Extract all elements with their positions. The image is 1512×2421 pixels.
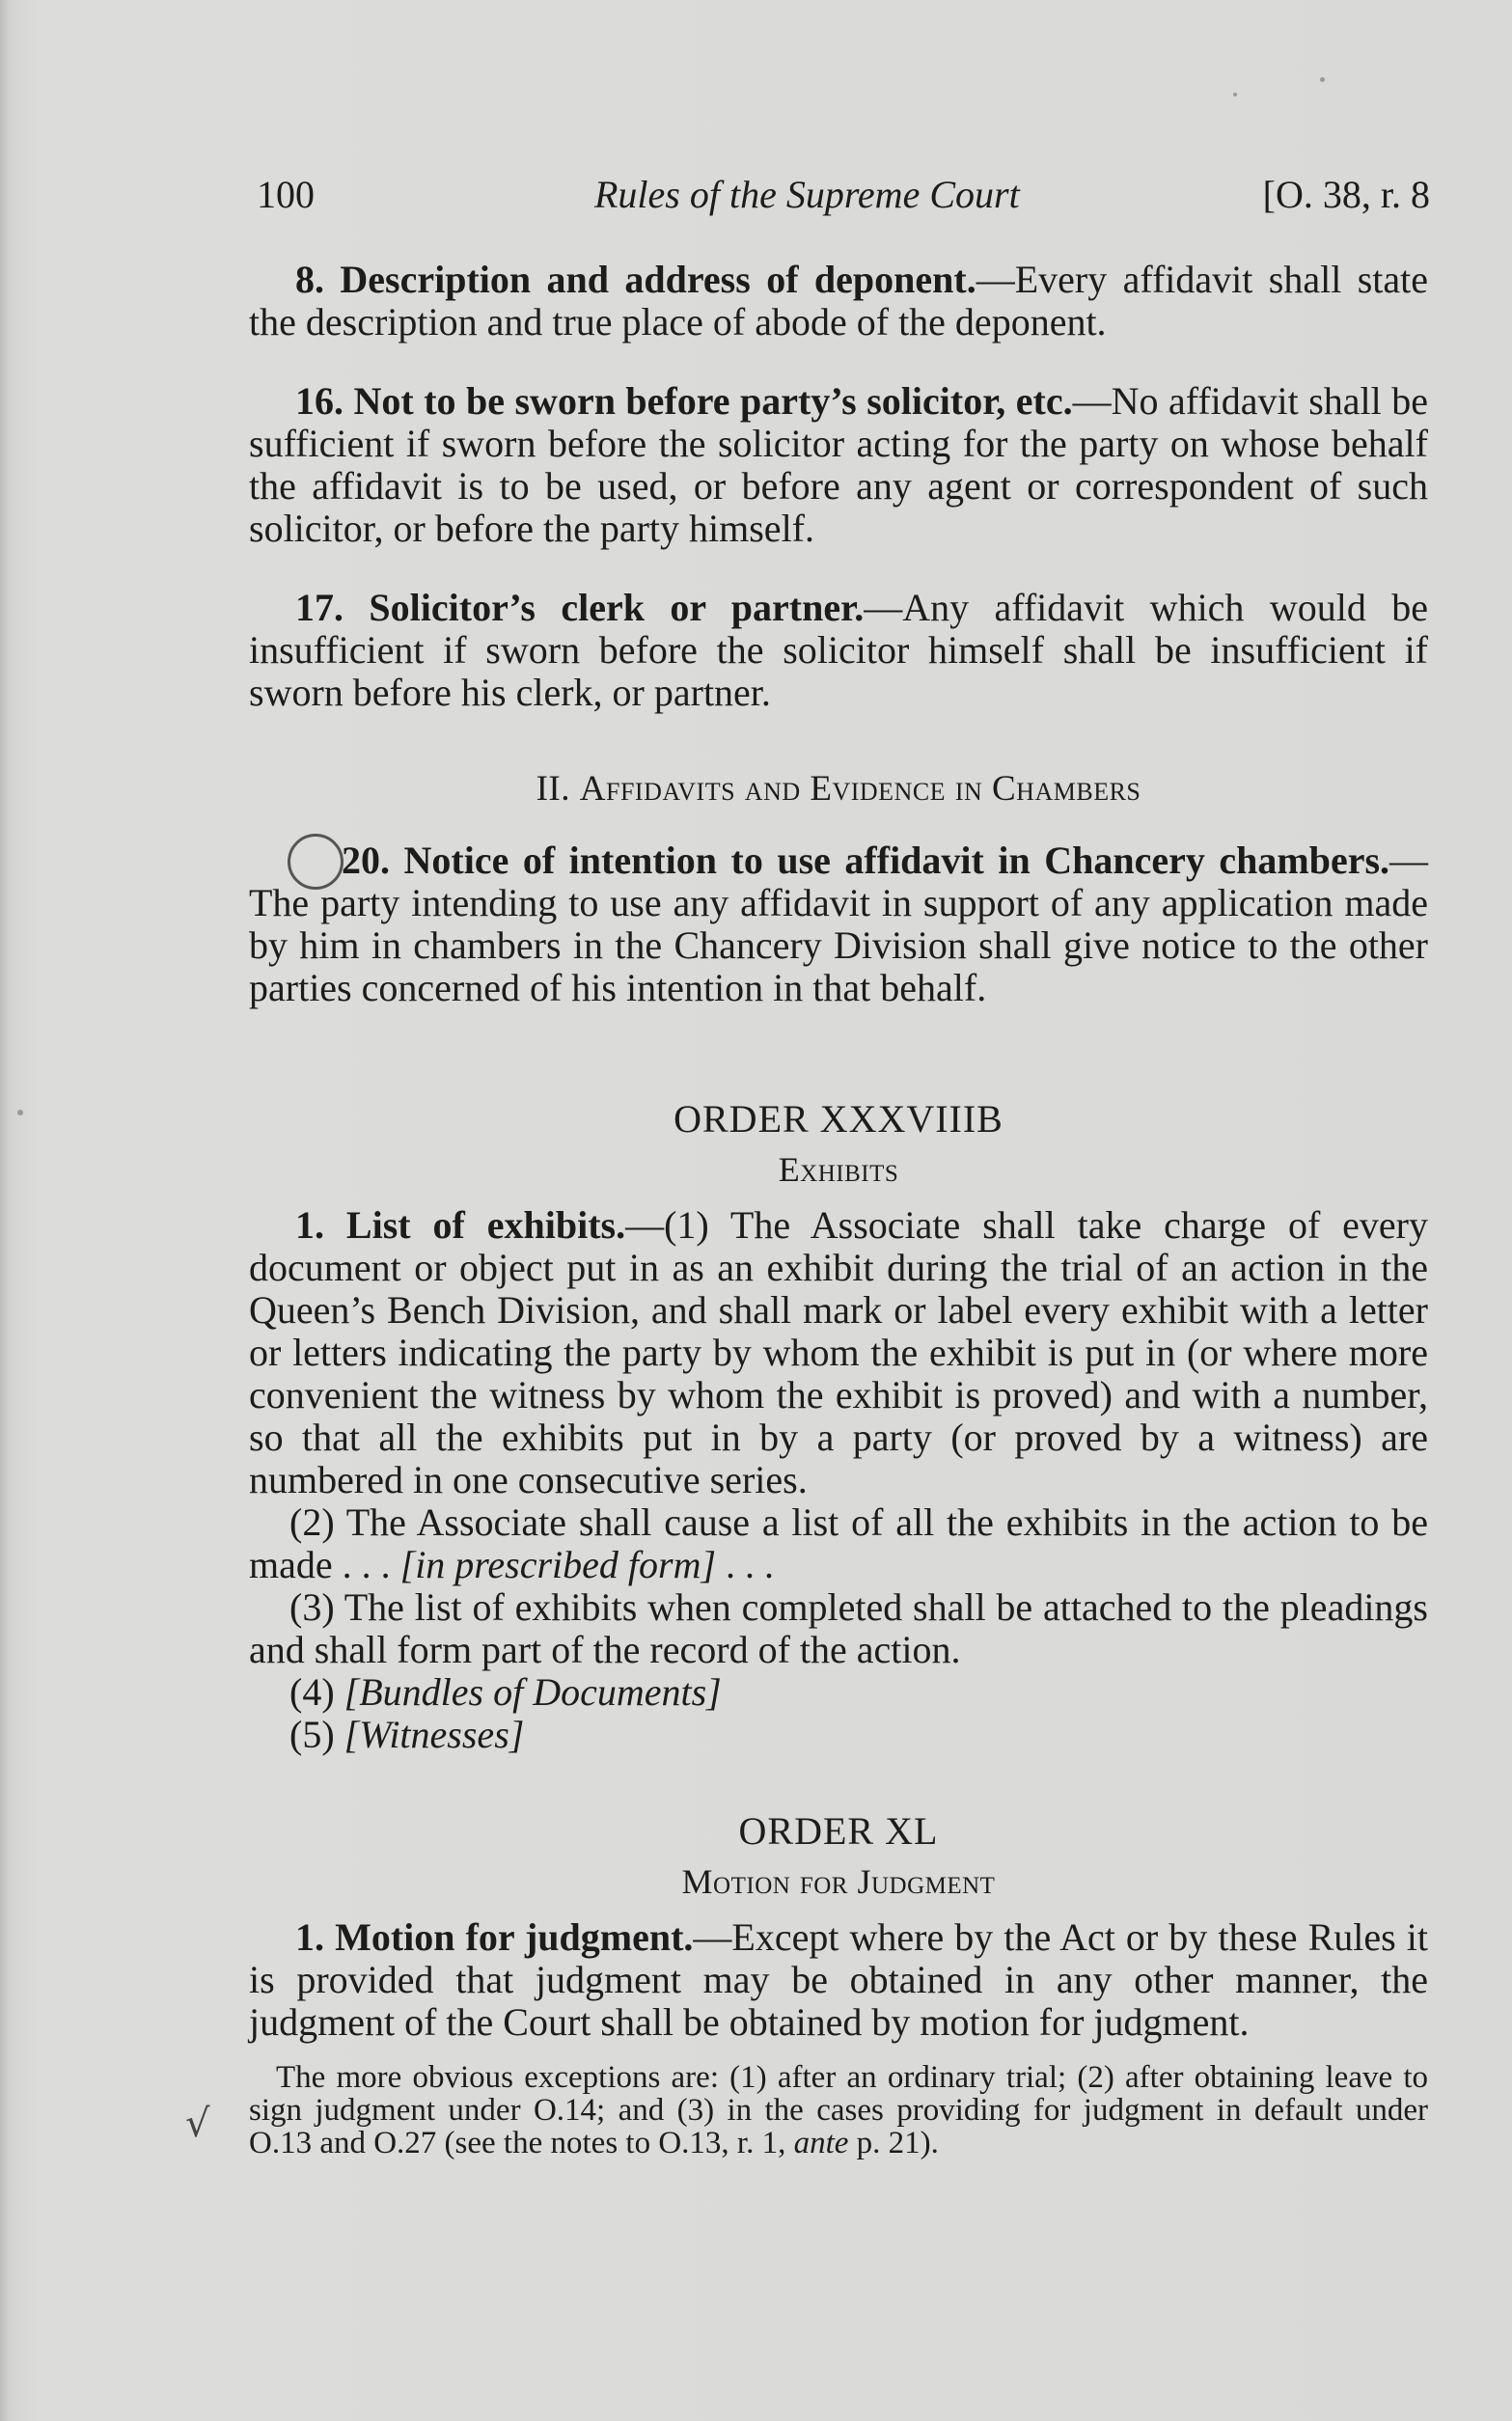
- order-title: ORDER XXXVIIIB: [674, 1097, 1003, 1141]
- section-heading: [249, 768, 1428, 811]
- editorial-note: The more obvious exceptions are: (1) after an ordinary trial; (2) after obtaining leave to sign judgment under O.14; and (3) in the cases providing for judgment in default under O.13 and O.27 (see the notes to O.13, r. 1, ante p. 21).: [249, 2060, 1428, 2160]
- subparagraph-3: (3) The list of exhibits when completed shall be attached to the pleadings and shall form part of the record of the action.: [249, 1585, 1428, 1671]
- circled-rule-number: 20: [295, 839, 380, 882]
- paper-speck: [17, 1110, 23, 1115]
- rule-number: 17.: [295, 586, 344, 629]
- paper-speck: [1233, 93, 1237, 96]
- rule-8: [249, 259, 1428, 344]
- rule-heading: Not to be sworn before party’s solicitor, etc.: [353, 379, 1073, 423]
- rule-20: 20. Notice of intention to use affidavit in Chancery chambers.—The party intending to use any affidavit in support of any application made by him in chambers in the Chancery Division shall give notice to the other parties concerned of his intention in that behalf.: [249, 839, 1429, 1009]
- subparagraph-5: (5) [Witnesses]: [289, 1713, 525, 1756]
- rule-heading: Notice of intention to use affidavit in Chancery chambers.: [403, 839, 1390, 882]
- rule-number: 1.: [295, 1203, 324, 1247]
- order-reference: [O. 38, r. 8: [1262, 173, 1430, 216]
- subparagraph-4: (4) [Bundles of Documents]: [289, 1670, 722, 1714]
- running-title: Rules of the Supreme Court: [594, 173, 1020, 216]
- motion-rule-1: [249, 1916, 1428, 2044]
- rule-17: [249, 587, 1428, 714]
- rule-text: —Any affidavit which would be insufficient if sworn before the solicitor himself shall be insufficient if sworn before his clerk, or partner.: [249, 586, 1428, 714]
- rule-text: —Every affidavit shall state the description and true place of abode of the deponent.: [249, 258, 1428, 344]
- order-title: ORDER XL: [738, 1809, 939, 1853]
- rule-heading: Solicitor’s clerk or partner.: [369, 586, 865, 629]
- order-subtitle: Exhibits: [778, 1150, 899, 1189]
- rule-text: —(1) The Associate shall take charge of every document or object put in as an exhibit during the trial of an action in the Queen’s Bench Division, and shall mark or label every exhibit with a letter or letters indicating the party by whom the exhibit is put in (or where more convenient the witness by whom the exhibit is proved) and with a number, so that all the exhibits put in by a party (or proved by a witness) are numbered in one consecutive series.: [249, 1203, 1428, 1501]
- body-text: [249, 259, 1428, 2160]
- rule-number: 8.: [295, 258, 324, 301]
- page-number: 100: [257, 173, 315, 216]
- rule-heading: List of exhibits.: [345, 1203, 626, 1247]
- rule-16: [249, 380, 1428, 550]
- rule-text: —Except where by the Act or by these Rules it is provided that judgment may be obtained in any other manner, the judgment of the Court shall be obtained by motion for judgment.: [249, 1915, 1428, 2044]
- rule-text: —No affidavit shall be sufficient if sworn before the solicitor acting for the party on whose behalf the affidavit is to be used, or before any agent or correspondent of such solicitor, or before the party himself.: [249, 379, 1429, 550]
- subparagraph-2: (2) The Associate shall cause a list of all the exhibits in the action to be made . . . [in prescribed form] . . .: [249, 1500, 1428, 1586]
- rule-number: 16.: [295, 379, 344, 423]
- rule-text: —The party intending to use any affidavit in support of any application made by him in chambers in the Chancery Division shall give notice to the other parties concerned of his intention in that behalf.: [249, 839, 1429, 1009]
- exhibits-rule-1: [249, 1204, 1428, 1501]
- margin-checkmark: √: [185, 2102, 210, 2146]
- running-header: [257, 172, 1430, 222]
- order-subtitle: Motion for Judgment: [681, 1862, 996, 1901]
- section-numeral: II.: [536, 769, 571, 809]
- rule-heading: Motion for judgment.: [335, 1915, 694, 1959]
- paper-speck: [1320, 77, 1325, 82]
- section-title: Affidavits and Evidence in Chambers: [579, 769, 1141, 809]
- rule-heading: Description and address of deponent.: [340, 258, 976, 301]
- rule-number: 1.: [295, 1915, 324, 1959]
